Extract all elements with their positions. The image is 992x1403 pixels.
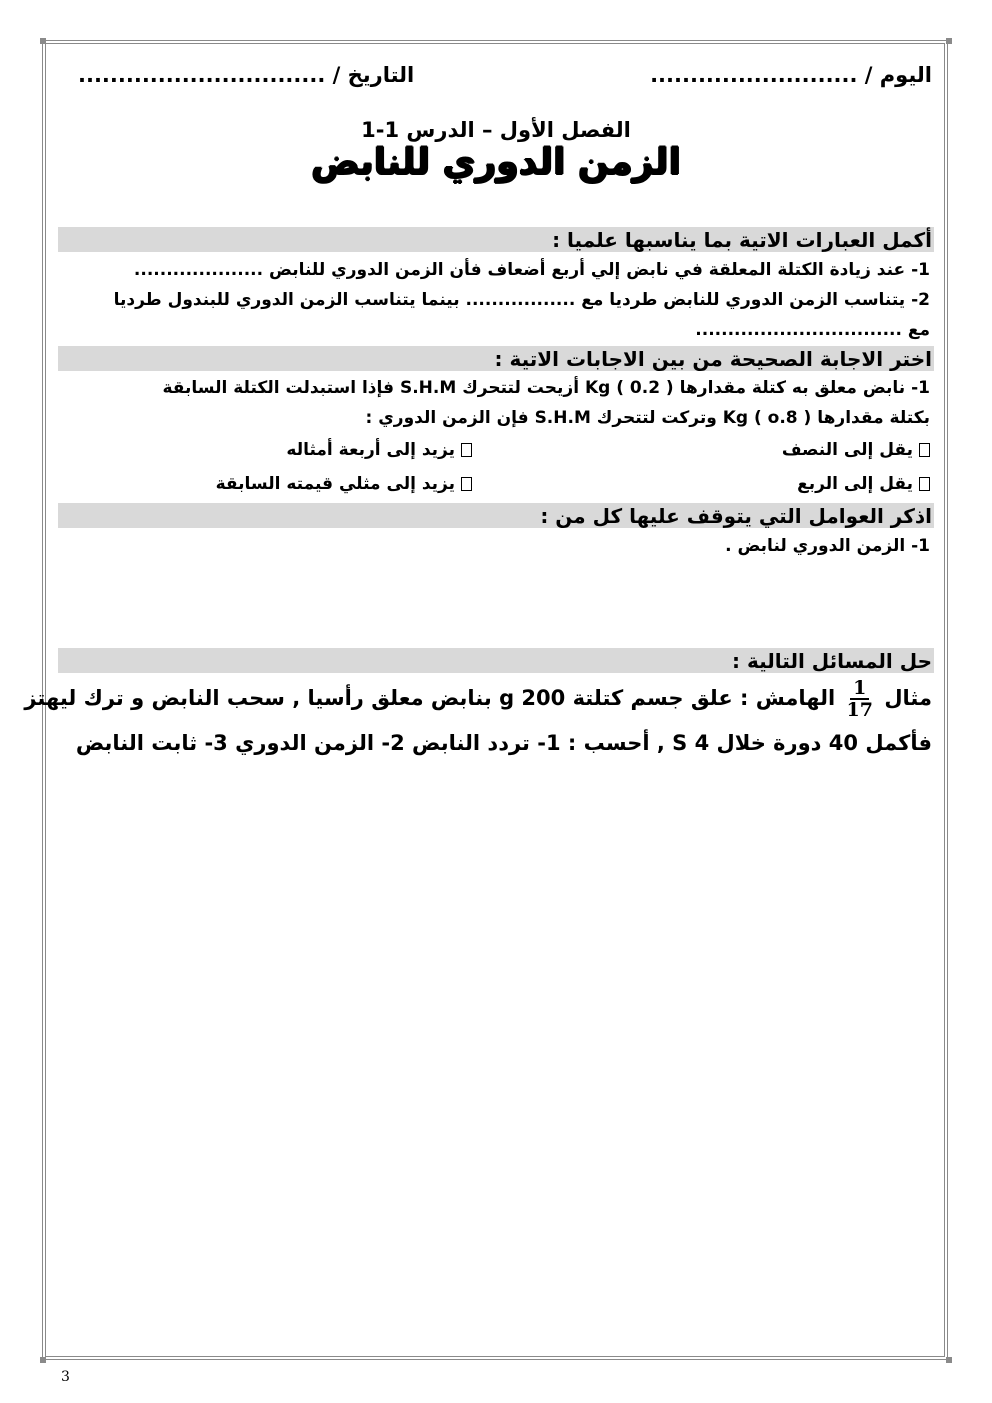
page-number: 3 <box>61 1369 70 1385</box>
border-corner <box>946 1357 952 1363</box>
section-heading-complete: أكمل العبارات الاتية بما يناسبها علميا : <box>552 228 932 252</box>
margin-fraction: $\frac{1}{17}$ <box>846 677 873 721</box>
example-text-1: الهامش : علق جسم كتلتة g 200 بنابض معلق رأسيا , سحب النابض و ترك ليهتز <box>24 686 836 710</box>
example-line-2: فأكمل 40 دورة خلال S 4 , أحسب : 1- تردد النابض 2- الزمن الدوري 3- ثابت النابض <box>75 731 932 755</box>
question-1: 1- عند زيادة الكتلة المعلقة في نابض إلي أربع أضعاف فأن الزمن الدوري للنابض .................... <box>133 260 930 280</box>
mcq-line-1: 1- نابض معلق به كتلة مقدارها Kg ( 0.2 ) أزيحت لتتحرك S.H.M فإذا استبدلت الكتلة السابقة <box>162 378 930 398</box>
border-corner <box>40 1357 46 1363</box>
question-2-line-1: 2- يتناسب الزمن الدوري للنابض طرديا مع ................. بينما يتناسب الزمن الدوري للبندول طرديا <box>113 290 930 310</box>
lesson-subtitle: الفصل الأول – الدرس 1-1 <box>361 118 631 142</box>
factor-item-1: 1- الزمن الدوري لنابض . <box>725 536 930 556</box>
date-field: التاريخ / ............................... <box>78 63 415 87</box>
mcq-line-2: بكتلة مقدارها Kg ( o.8 ) وتركت لتتحرك S.H.M فإن الزمن الدوري : <box>365 408 930 428</box>
section-heading-choose: اختر الاجابة الصحيحة من بين الاجابات الاتية : <box>494 347 932 371</box>
checkbox-icon[interactable] <box>461 443 472 457</box>
example-line-1 <box>24 678 932 720</box>
option-halve[interactable]: يقل إلى النصف <box>782 440 930 460</box>
option-double[interactable]: يزيد إلى مثلي قيمته السابقة <box>216 474 472 494</box>
border-corner <box>946 38 952 44</box>
section-heading-problems: حل المسائل التالية : <box>732 649 932 673</box>
page-title: الزمن الدوري للنابض <box>311 142 681 183</box>
border-corner <box>40 38 46 44</box>
question-2-line-2: مع ................................ <box>695 320 930 340</box>
example-label: مثال <box>884 686 932 710</box>
option-fourfold[interactable]: يزيد إلى أربعة أمثاله <box>286 440 472 460</box>
checkbox-icon[interactable] <box>919 477 930 491</box>
section-heading-factors: اذكر العوامل التي يتوقف عليها كل من : <box>540 504 932 528</box>
checkbox-icon[interactable] <box>919 443 930 457</box>
day-field: اليوم / .......................... <box>650 63 932 87</box>
checkbox-icon[interactable] <box>461 477 472 491</box>
option-quarter[interactable]: يقل إلى الربع <box>797 474 930 494</box>
